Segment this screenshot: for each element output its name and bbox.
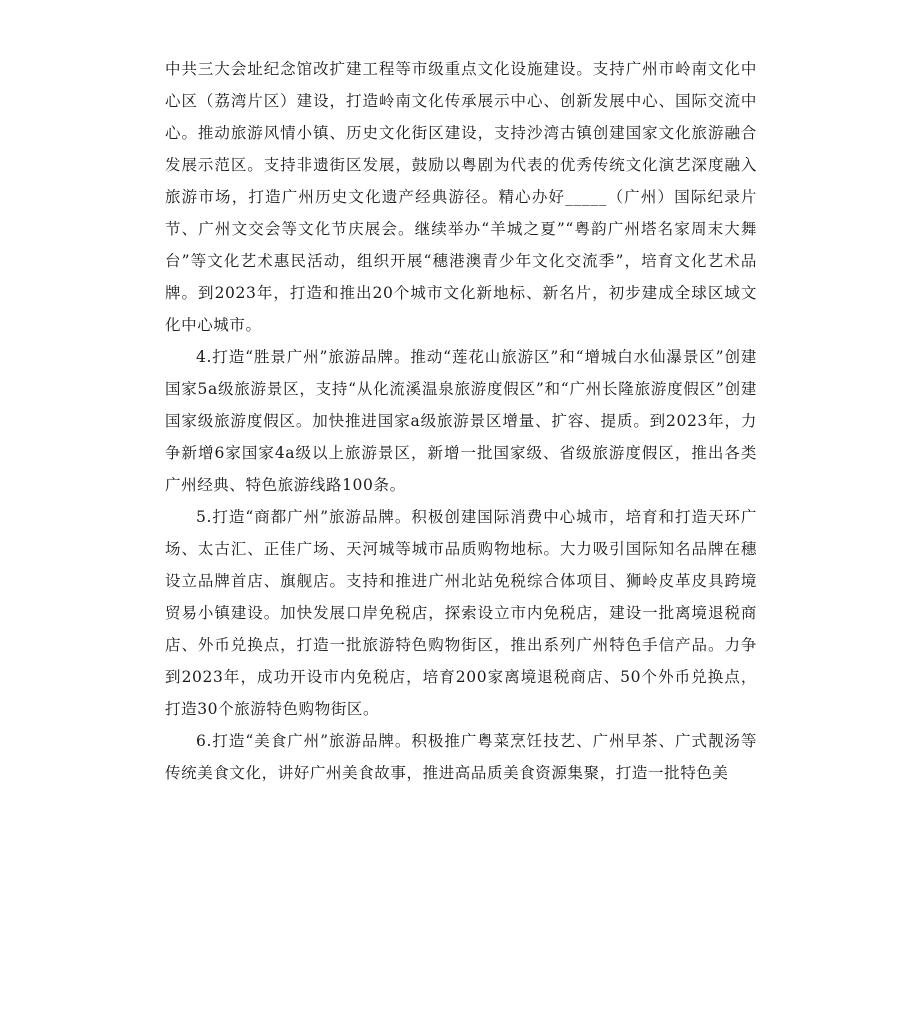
paragraph-culture-continuation: 中共三大会址纪念馆改扩建工程等市级重点文化设施建设。支持广州市岭南文化中心区（荔湾片区）建设，打造岭南文化传承展示中心、创新发展中心、国际交流中心。推动旅游风情小镇、历史文化街区建设，支持沙湾古镇创建国家文化旅游融合发展示范区。支持非遗街区发展，鼓励以粤剧为代表的优秀传统文化演艺深度融入旅游市场，打造广州历史文化遗产经典游径。精心办好_____（广州）国际纪录片节、广州文交会等文化节庆展会。继续举办“羊城之夏”“粤韵广州塔名家周末大舞台”等文化艺术惠民活动，组织开展“穗港澳青少年文化交流季”，培育文化艺术品牌。到2023年，打造和推出20个城市文化新地标、新名片，初步建成全球区域文化中心城市。 [165, 60, 757, 334]
paragraph-food-guangzhou: 6.打造“美食广州”旅游品牌。积极推广粤菜烹饪技艺、广州早茶、广式靓汤等传统美食文化，讲好广州美食故事，推进高品质美食资源集聚，打造一批特色美 [165, 732, 757, 782]
document-body [165, 53, 757, 789]
paragraph-commerce-guangzhou: 5.打造“商都广州”旅游品牌。积极创建国际消费中心城市，培育和打造天环广场、太古汇、正佳广场、天河城等城市品质购物地标。大力吸引国际知名品牌在穗设立品牌首店、旗舰店。支持和推进广州北站免税综合体项目、狮岭皮革皮具跨境贸易小镇建设。加快发展口岸免税店，探索设立市内免税店，建设一批离境退税商店、外币兑换点，打造一批旅游特色购物街区，推出系列广州特色手信产品。力争到2023年，成功开设市内免税店，培育200家离境退税商店、50个外币兑换点，打造30个旅游特色购物街区。 [165, 508, 757, 718]
paragraph-scenic-guangzhou: 4.打造“胜景广州”旅游品牌。推动“莲花山旅游区”和“增城白水仙瀑景区”创建国家5a级旅游景区，支持“从化流溪温泉旅游度假区”和“广州长隆旅游度假区”创建国家级旅游度假区。加快推进国家a级旅游景区增量、扩容、提质。到2023年，力争新增6家国家4a级以上旅游景区，新增一批国家级、省级旅游度假区，推出各类广州经典、特色旅游线路100条。 [165, 348, 757, 494]
